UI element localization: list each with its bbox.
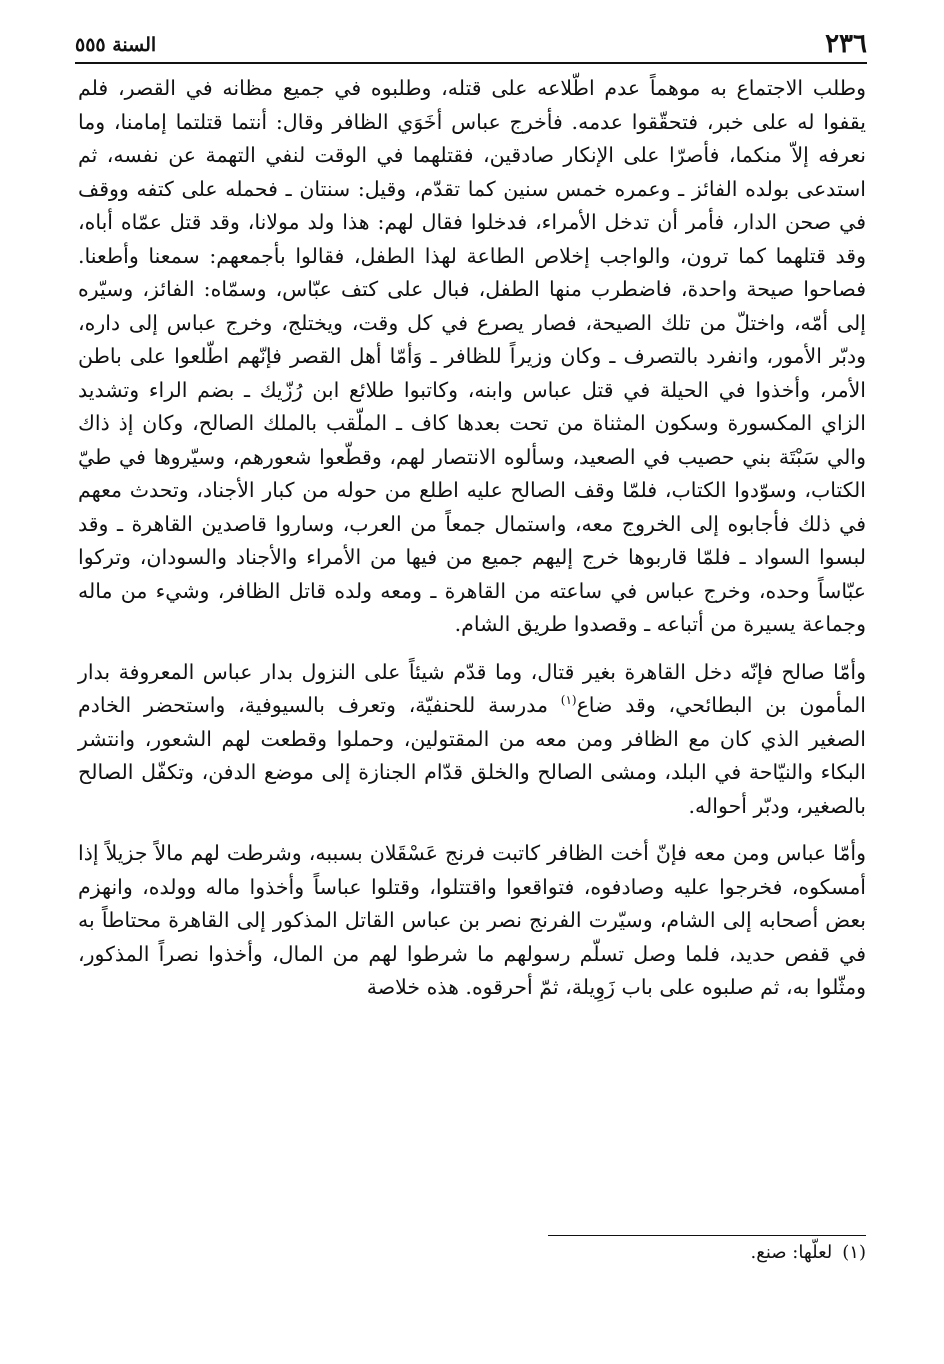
paragraph-2-text-a: وأمّا صالح فإنّه دخل القاهرة بغير قتال، وما قدّم شيئاً على النزول بدار عباس المعروفة بدار المأمون بن البطائحي، وقد ضاع	[78, 659, 866, 717]
running-header	[75, 28, 867, 60]
main-text	[78, 72, 866, 1019]
footnote-divider	[548, 1235, 866, 1236]
page-number: ٢٣٦	[825, 29, 867, 59]
paragraph-2-text-b: مدرسة للحنفيّة، وتعرف بالسيوفية، واستحضر الخادم الصغير الذي كان مع الظافر ومن معه من المقتولين، وحملوا وقطعت لهم الشعور، وانتشر البكاء والنيّاحة في البلد، ومشى الصالح والخلق قدّام الجنازة إلى موضع الدفن، وتكفّل الصالح بالصغير، ودبّر أحواله.	[78, 693, 866, 818]
paragraph-2	[78, 656, 866, 824]
year-label: السنة ٥٥٥	[75, 34, 157, 56]
footnote-text: لعلّها: صنع.	[750, 1242, 833, 1263]
paragraph-3: وأمّا عباس ومن معه فإنّ أخت الظافر كاتبت فرنج عَسْقَلان بسببه، وشرطت لهم مالاً جزيلاً إذا أمسكوه، فخرجوا عليه وصادفوه، فتواقعوا واقتتلوا، وقتلوا عباساً وأخذوا ماله وولده، وانهزم بعض أصحابه إلى الشام، وسيّرت الفرنج نصر بن عباس القاتل المذكور إلى القاهرة محتاطاً به في قفص حديد، فلما وصل تسلّم رسولهم ما شرطوا لهم من المال، وأخذوا نصراً المذكور، ومثّلوا به، ثم صلبوه على باب زَوِيلة، ثمّ أحرقوه. هذه خلاصة	[78, 841, 866, 999]
paragraph-1: وطلب الاجتماع به موهماً عدم اطّلاعه على قتله، وطلبوه في جميع مظانه في القصر، فلم يقفوا له على خبر، فتحقّقوا عدمه. فأخرج عباس أخَوَي الظافر وقال: أنتما قتلتما إمامنا، وما نعرفه إلاّ منكما، فأصرّا على الإنكار صادقين، فقتلهما في الوقت لنفي التهمة عن نفسه، ثم استدعى بولده الفائز ـ وعمره خمس سنين كما تقدّم، وقيل: سنتان ـ فحمله على كتفه ووقف في صحن الدار، فأمر أن تدخل الأمراء، فدخلوا فقال لهم: هذا ولد مولانا، وقد قتل عمّاه أباه، وقد قتلهما كما ترون، والواجب إخلاص الطاعة لهذا الطفل، فقالوا بأجمعهم: سمعنا وأطعنا. فصاحوا صيحة واحدة، فاضطرب منها الطفل، فبال على كتف عبّاس، وسمّاه: الفائز، وسيّره إلى أمّه، واختلّ من تلك الصيحة، فصار يصرع في كل وقت، ويختلج، وخرج عباس إلى داره، ودبّر الأمور، وانفرد بالتصرف ـ وكان وزيراً للظافر ـ وَأمّا أهل القصر فإنّهم اطّلعوا على باطن الأمر، وأخذوا في الحيلة في قتل عباس وابنه، وكاتبوا طلائع ابن رُزّيك ـ بضم الراء وتشديد الزاي المكسورة وسكون المثناة من تحت بعدها كاف ـ الملّقب بالملك الصالح، وكان إذ ذاك والي سَبْتَة بني حصيب في الصعيد، وسألوه الانتصار لهم، وقطّعوا شعورهم، وسيّروها في طيّ الكتاب، وسوّدوا الكتاب، فلمّا وقف الصالح عليه اطلع من حوله من كبار الأجناد، وتحدث معهم في ذلك فأجابوه إلى الخروج معه، واستمال جمعاً من العرب، وساروا قاصدين القاهرة ـ وقد لبسوا السواد ـ فلمّا قاربوها خرج إليهم جميع من فيها من الأمراء والأجناد والسودان، وتركوا عبّاساً وحده، وخرج عباس في ساعته من القاهرة ـ ومعه ولده قاتل الظافر، وشيء من ماله وجماعة يسيرة من أتباعه ـ وقصدوا طريق الشام.	[78, 76, 866, 636]
header-divider	[75, 62, 867, 64]
footnote-reference: (١)	[560, 693, 577, 708]
footnote-number: (١)	[842, 1242, 866, 1263]
footnote	[400, 1238, 866, 1268]
